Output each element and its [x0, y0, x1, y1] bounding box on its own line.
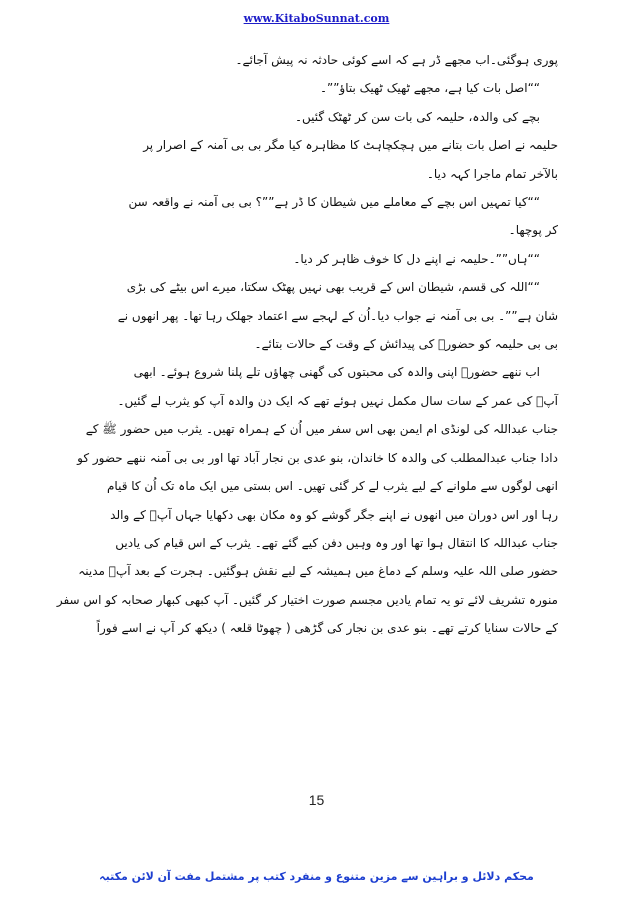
text-line: بالآخر تمام ماجرا کہہ دیا۔ [426, 166, 558, 181]
text-line: شان ہے””۔ بی بی آمنہ نے جواب دیا۔اُن کے لہجے سے اعتماد جھلک رہا تھا۔ پھر انھوں نے [117, 308, 558, 323]
text-line: رہا اور اس دوران میں انھوں نے اپنے جگر گوشے کو وہ مکان بھی دکھایا جہاں آپؐ کے والد [110, 507, 558, 522]
text-line: بچے کی والدہ، حلیمہ کی بات سن کر ٹھٹک گئیں۔ [294, 109, 540, 124]
text-line: اب ننھے حضورؐ اپنی والدہ کی محبتوں کی گھنی چھاؤں تلے پلنا شروع ہوئے۔ ابھی [133, 365, 540, 380]
text-line: بی بی حلیمہ کو حضورؐ کی پیدائش کے وقت کے حالات بتائے۔ [254, 337, 558, 352]
text-line: حضور صلی اللہ علیہ وسلم کے دماغ میں ہمیشہ کے لیے نقش ہوگئیں۔ ہجرت کے بعد آپؐ مدینہ [78, 564, 558, 579]
text-line: کر پوچھا۔ [508, 223, 558, 238]
text-line: حلیمہ نے اصل بات بتانے میں ہچکچاہٹ کا مظاہرہ کیا مگر بی بی آمنہ کے اصرار پر [143, 138, 558, 153]
text-line: منورہ تشریف لائے تو یہ تمام یادیں مجسم صورت اختیار کر گئیں۔ آپ کبھی کبھار صحابہ کو اس سفر [56, 592, 558, 607]
text-line: پوری ہوگئی۔اب مجھے ڈر ہے کہ اسے کوئی حادثہ نہ پیش آجائے۔ [235, 53, 558, 67]
text-line: ““ہاں””۔حلیمہ نے اپنے دل کا خوف ظاہر کر دیا۔ [293, 251, 540, 266]
text-line: انھی لوگوں سے ملوانے کے لیے یثرب لے کر گئی تھیں۔ اس بستی میں ایک ماہ تک اُن کا قیام [106, 479, 558, 494]
text-line: آپؐ کی عمر کے سات سال مکمل نہیں ہوئے تھے کہ ایک دن والدہ آپ کو یثرب لے گئیں۔ [117, 393, 558, 408]
text-line: جناب عبداللہ کا انتقال ہوا تھا اور وہ وہیں دفن کیے گئے تھے۔ یثرب کے اس قیام کی یادیں [115, 535, 558, 550]
text-line: جناب عبداللہ کی لونڈی ام ایمن بھی اس سفر میں اُن کے ہمراہ تھیں۔ یثرب میں حضور ﷺ کے [85, 422, 558, 437]
header-url[interactable]: www.KitaboSunnat.com [243, 12, 390, 25]
page-body [56, 46, 558, 643]
text-line: ““اصل بات کیا ہے، مجھے ٹھیک ٹھیک بتاؤ””۔ [319, 81, 540, 96]
text-line: ““کیا تمہیں اس بچے کے معاملے میں شیطان کا ڈر ہے””؟ بی بی آمنہ نے واقعہ سن [128, 195, 540, 210]
footer-note: محکم دلائل و براہین سے مزین متنوع و منفرد کتب پر مشتمل مفت آن لائن مکتبہ [99, 870, 534, 883]
text-line: کے حالات سنایا کرتے تھے۔ بنو عدی بن نجار کی گڑھی ( چھوٹا قلعہ ) دیکھ کر آپ نے اسے فوراً [96, 621, 558, 636]
text-line: ““اللہ کی قسم، شیطان اس کے قریب بھی نہیں پھٹک سکتا، میرے اس بیٹے کی بڑی [126, 280, 540, 295]
page-number: 15 [308, 792, 325, 808]
text-line: دادا جناب عبدالمطلب کی والدہ کا خاندان، بنو عدی بن نجار آباد تھا اور بی بی آمنہ ننھے حضور کو [77, 450, 558, 465]
